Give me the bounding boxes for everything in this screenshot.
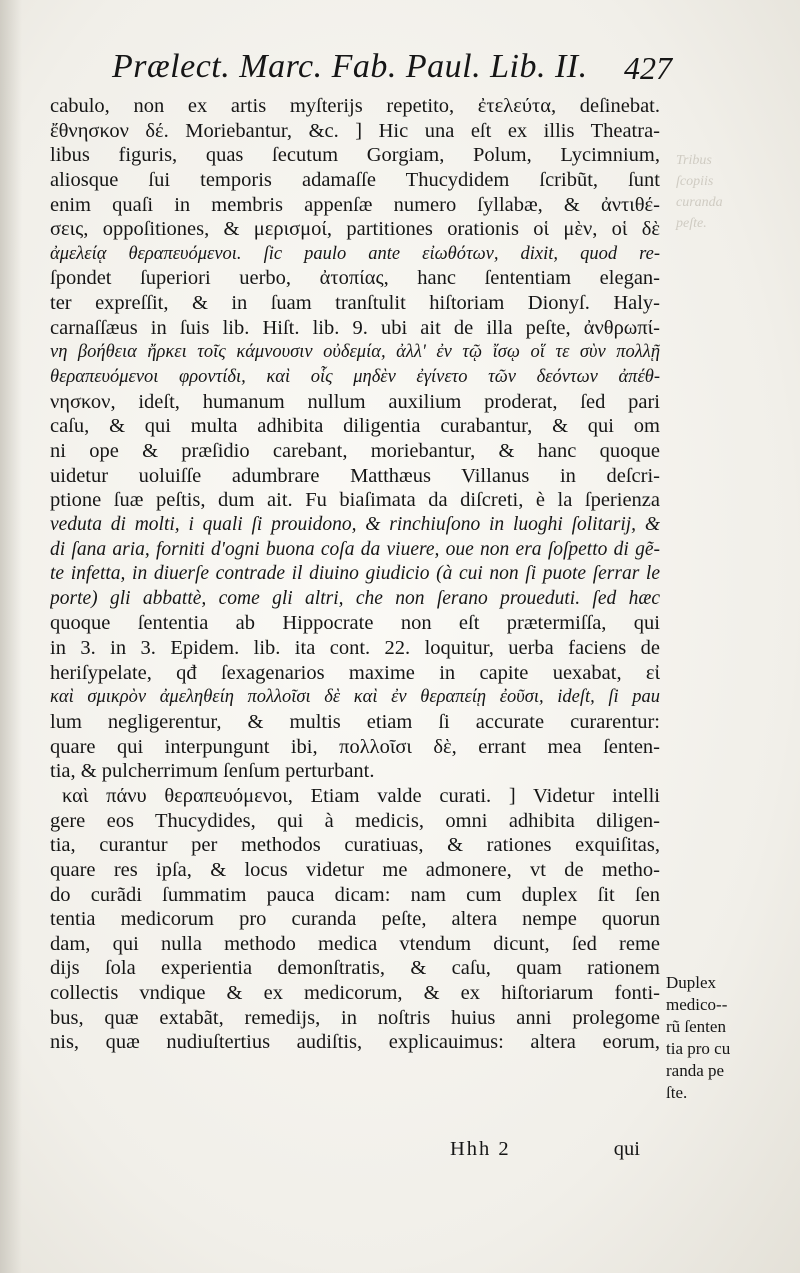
text-line: σεις, oppoſitiones, & μερισμοί, partitiones orationis οἱ μὲν, οἱ δὲ [50, 218, 660, 241]
text-line: καὶ πάνυ θεραπευόμενοι, Etiam valde curati. ] Videtur intelli [62, 784, 660, 807]
text-line: enim quaſi in membris appenſæ numero ſyllabæ, & ἀντιθέ- [50, 193, 660, 216]
margin-note-line: tia pro cu [666, 1039, 731, 1058]
text-line: di ſana aria, forniti d'ogni buona coſa da viuere, oue non era ſoſpetto di gẽ- [50, 538, 660, 560]
page-footer [50, 1138, 660, 1168]
margin-note-line: Duplex [666, 973, 717, 992]
text-line: te infetta, in diuerſe contrade il diuino giudicio (à cui non ſi puote ſerrar le [50, 563, 660, 585]
text-line: nis, quæ nudiuſtertius audiſtis, explicauimus: altera eorum, [50, 1031, 660, 1054]
text-line: ἀμελείᾳ θεραπευόμενοι. ſic paulo ante εἰωθότων, dixit, quod re- [50, 243, 660, 264]
text-line: νη βοήθεια ἤρκει τοῖς κάμνουσιν οὐδεμία, ἀλλ' ἐν τῷ ἴσῳ οἵ τε σὺν πολλῇ [50, 342, 660, 363]
text-line: quare res ipſa, & locus videtur me admonere, vt de metho- [50, 858, 660, 881]
text-line: tia, & pulcherrimum ſenſum perturbant. [50, 760, 375, 783]
running-title: Prælect. Marc. Fab. Paul. Lib. II. [112, 48, 588, 85]
catchword: qui [613, 1138, 640, 1160]
bleed-through-line: peſte. [676, 216, 707, 231]
bleed-through-line: Tribus [676, 153, 712, 168]
text-line: libus figuris, quas ſecutum Gorgiam, Polum, Lycimnium, [50, 144, 660, 167]
text-line: in 3. in 3. Epidem. lib. ita cont. 22. loquitur, uerba faciens de [50, 637, 660, 660]
text-line: ptione ſuæ peſtis, dum ait. Fu biaſimata da diſcreti, è la ſperienza [50, 489, 660, 512]
margin-note-line: medico-- [666, 995, 728, 1014]
text-line: do curãdi ſummatim pauca dicam: nam cum duplex ſit ſen [50, 883, 660, 906]
bleed-through-line: ſcopiis [676, 174, 714, 189]
text-line: aliosque ſui temporis adamaſſe Thucydidem ſcribũt, ſunt [50, 168, 660, 191]
text-line: quoque ſententia ab Hippocrate non eſt prætermiſſa, qui [50, 612, 660, 635]
text-line: veduta di molti, i quali ſi prouidono, & rinchiuſono in luoghi ſolitarij, & [50, 513, 660, 535]
text-line: dam, qui nulla methodo medica vtendum dicunt, ſed reme [50, 932, 660, 955]
text-line: ſpondet ſuperiori uerbo, ἀτοπίας, hanc ſententiam elegan- [50, 267, 660, 290]
text-line: caſu, & qui multa adhibita diligentia curabantur, & qui om [50, 415, 660, 438]
text-line: quare qui interpungunt ibi, πολλοῖσι δὲ, errant mea ſenten- [50, 735, 660, 758]
bleed-through-line: curanda [676, 195, 723, 210]
text-line: collectis vndique & ex medicorum, & ex hiſtoriarum fonti- [50, 982, 660, 1005]
margin-note-line: ſte. [666, 1083, 688, 1102]
text-line: bus, quæ extabãt, remedijs, in noſtris huius anni prolegome [50, 1006, 660, 1029]
text-line: porte) gli abbattè, come gli altri, che non ſerano proueduti. ſed hæc [50, 587, 660, 609]
text-line: heriſypelate, qđ ſexagenarios maxime in capite uexabat, εἰ [50, 661, 660, 684]
text-line: cabulo, non ex artis myſterijs repetito, ἐτελεύτα, deſinebat. [50, 95, 660, 117]
page-number: 427 [624, 50, 672, 86]
margin-note-line: randa pe [666, 1061, 725, 1080]
text-line: νησκον, ideſt, humanum nullum auxilium proderat, ſed pari [50, 390, 660, 413]
text-line: tentia medicorum pro curanda peſte, altera nempe quorun [50, 908, 660, 931]
text-line: tia, curantur per methodos curatiuas, & rationes exquiſitas, [50, 834, 660, 857]
text-line: uidetur uoluiſſe adumbrare Matthæus Villanus in deſcri- [50, 464, 660, 487]
text-line: carnaſſæus in ſuis lib. Hiſt. lib. 9. ubi ait de illa peſte, ἀνθρωπί- [50, 316, 660, 339]
margin-note [666, 972, 786, 1104]
bleed-through-margin-note [676, 150, 786, 234]
margin-note-line: rũ ſenten [666, 1017, 726, 1036]
text-line: ἔθνησκον δέ. Moriebantur, &c. ] Hic una eſt ex illis Theatra- [50, 119, 660, 142]
text-line: καὶ σμικρὸν ἀμεληθείη πολλοῖσι δὲ καὶ ἐν θεραπείῃ ἐοῦσι, ideſt, ſi pau [50, 687, 660, 708]
text-line: θεραπευόμενοι φροντίδι, καὶ οἷς μηδὲν ἐγίνετο τῶν δεόντων ἀπέθ- [50, 367, 660, 388]
text-line: gere eos Thucydides, qui à medicis, omni adhibita diligen- [50, 809, 660, 832]
page-header [112, 48, 672, 92]
text-line: ni ope & præſidio carebant, moriebantur, & hanc quoque [50, 439, 660, 462]
body-text [50, 94, 660, 1055]
text-line: lum negligerentur, & multis etiam ſi accurate curarentur: [50, 711, 660, 734]
text-line: ter expreſſit, & in ſuam tranſtulit hiſtoriam Dionyſ. Haly- [50, 292, 660, 315]
signature-mark: Hhh 2 [450, 1138, 511, 1160]
text-line: dijs ſola experientia demonſtratis, & caſu, quam rationem [50, 957, 660, 980]
